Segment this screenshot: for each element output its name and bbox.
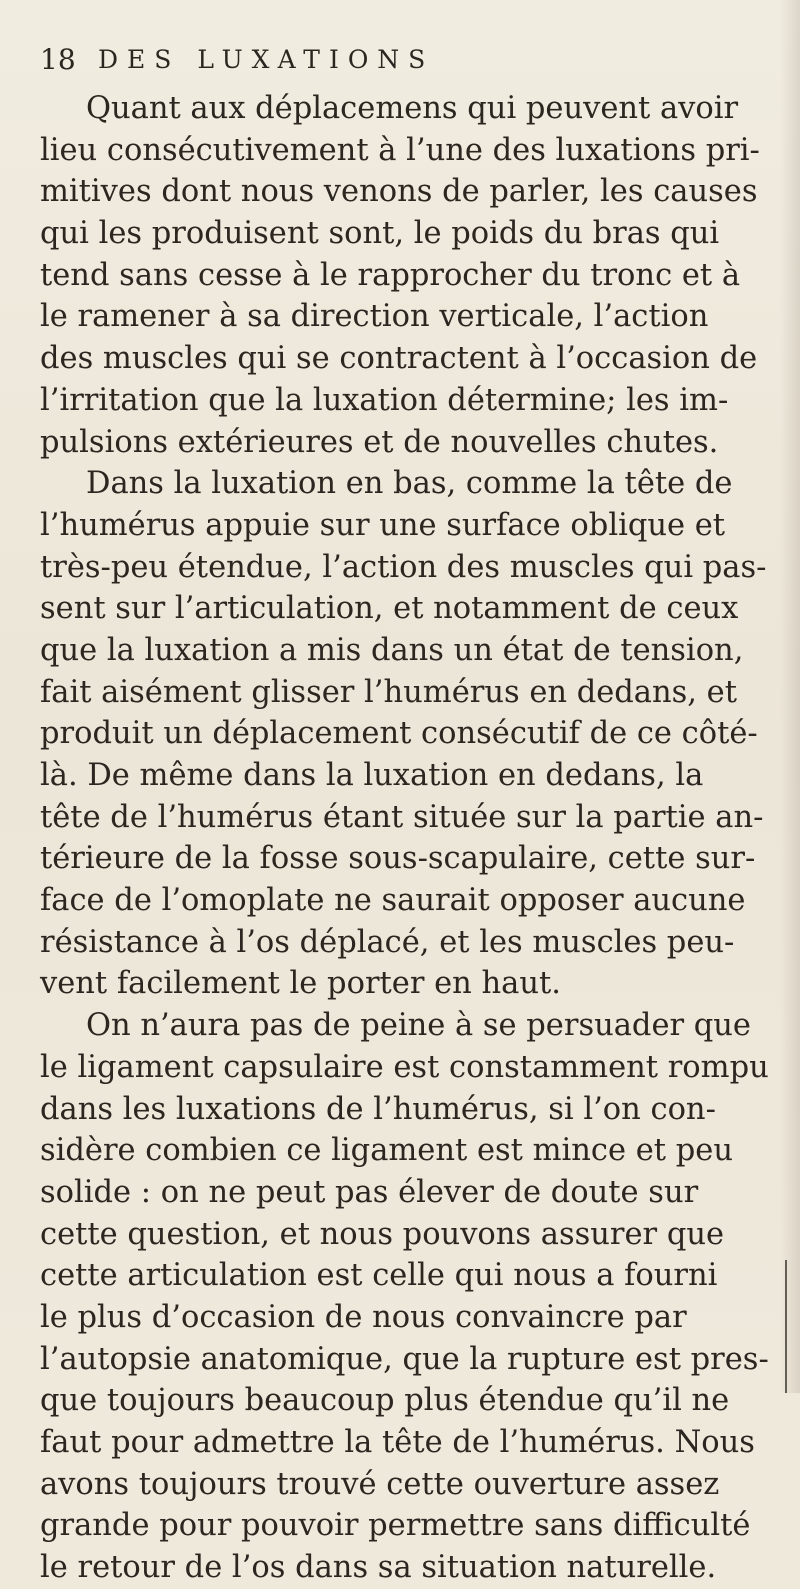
text-line: térieure de la fosse sous-scapulaire, cette sur- [40, 841, 756, 877]
text-line: face de l’omoplate ne saurait opposer aucune [40, 883, 746, 919]
text-line: que toujours beaucoup plus étendue qu’il ne [40, 1383, 730, 1419]
text-line: l’autopsie anatomique, que la rupture est pres- [40, 1341, 769, 1377]
text-line: grande pour pouvoir permettre sans difficulté [40, 1508, 751, 1544]
text-line: On n’aura pas de peine à se persuader que [86, 1008, 751, 1044]
running-title: DES LUXATIONS [98, 45, 435, 74]
text-line: faut pour admettre la tête de l’humérus. Nous [40, 1425, 755, 1460]
text-line: là. De même dans la luxation en dedans, la [40, 758, 704, 793]
text-line: dans les luxations de l’humérus, si l’on con- [40, 1091, 716, 1127]
text-line: résistance à l’os déplacé, et les muscles peu- [40, 924, 735, 960]
text-line: tend sans cesse à le rapprocher du tronc et à [40, 257, 741, 293]
text-line: le ligament capsulaire est constamment rompu [40, 1049, 769, 1085]
text-line: lieu consécutivement à l’une des luxations pri- [40, 132, 760, 168]
page-number: 18 [40, 43, 76, 76]
text-line: fait aisément glisser l’humérus en dedans, et [40, 674, 737, 710]
text-line: pulsions extérieures et de nouvelles chutes. [40, 424, 719, 460]
text-line: le ramener à sa direction verticale, l’action [40, 299, 709, 335]
text-line: très-peu étendue, l’action des muscles qui pas- [40, 549, 767, 585]
text-line: l’humérus appuie sur une surface oblique et [40, 507, 726, 543]
text-line: tête de l’humérus étant située sur la partie an- [40, 799, 764, 835]
text-line: avons toujours trouvé cette ouverture assez [40, 1466, 720, 1502]
text-line: que la luxation a mis dans un état de tension, [40, 632, 744, 668]
text-line: sidère combien ce ligament est mince et peu [40, 1133, 733, 1169]
text-line: cette articulation est celle qui nous a fourni [40, 1258, 718, 1294]
text-line: des muscles qui se contractent à l’occasion de [40, 341, 758, 377]
body-text [40, 88, 780, 1589]
text-line: sent sur l’articulation, et notamment de ceux [40, 591, 739, 627]
page-edge-shadow [785, 1260, 787, 1393]
text-line: vent facilement le porter en haut. [40, 966, 561, 1002]
text-line: Quant aux déplacemens qui peuvent avoir [86, 91, 739, 126]
text-line: solide : on ne peut pas élever de doute sur [40, 1174, 699, 1210]
text-line: qui les produisent sont, le poids du bras qui [40, 216, 720, 252]
text-line: l’irritation que la luxation détermine; les im- [40, 382, 729, 418]
text-line: mitives dont nous venons de parler, les causes [40, 174, 758, 210]
text-line: le retour de l’os dans sa situation naturelle. [40, 1550, 717, 1586]
text-line: cette question, et nous pouvons assurer que [40, 1216, 725, 1252]
text-line: Dans la luxation en bas, comme la tête de [86, 466, 733, 502]
text-line: le plus d’occasion de nous convaincre par [40, 1299, 687, 1335]
text-line: produit un déplacement consécutif de ce côté- [40, 716, 758, 752]
